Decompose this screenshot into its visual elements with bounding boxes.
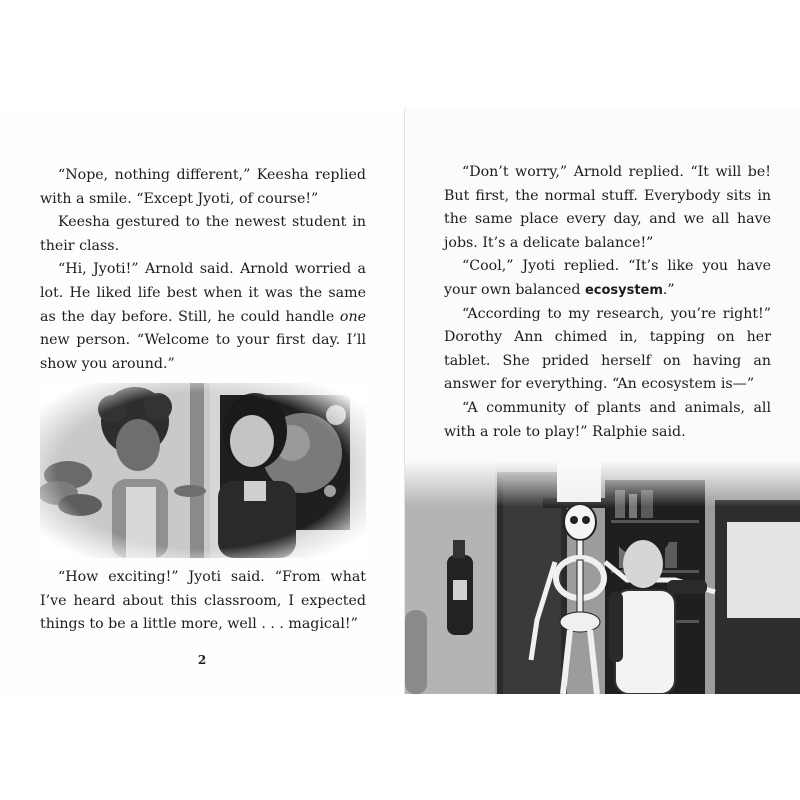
illustration-skeleton-ralphie [405, 460, 800, 694]
left-paragraph-2: Keesha gestured to the newest student in their class. [40, 214, 366, 254]
right-paragraph-2-end: .” [662, 281, 675, 298]
page-number: 2 [197, 653, 207, 667]
right-paragraph-1: “Don’t worry,” Arnold replied. “It will be! But first, the normal stuff. Everybody sits in the same place every day, and we all have jobs. It’s a delicate balance!” [444, 164, 771, 251]
keyword-ecosystem: ecosystem [584, 282, 663, 298]
left-page [0, 108, 404, 694]
left-paragraph-4: “How exciting!” Jyoti said. “From what I’ve heard about this classroom, I expected things to be a little more, well . . . magical!” [40, 569, 366, 633]
left-paragraph-1: “Nope, nothing different,” Keesha replied with a smile. “Except Jyoti, of course!” [40, 167, 366, 207]
left-paragraph-3 [40, 258, 366, 376]
book-spread [0, 108, 800, 694]
right-paragraph-2 [444, 255, 771, 302]
right-page-text [444, 161, 771, 444]
right-paragraph-2-start: “Cool,” Jyoti replied. “It’s like you have your own balanced [444, 258, 771, 298]
illustration-keesha-jyoti [40, 383, 366, 558]
right-page [405, 108, 800, 694]
left-page-text-top [40, 164, 366, 376]
left-paragraph-3-start: “Hi, Jyoti!” Arnold said. Arnold worried a lot. He liked life best when it was the same as the day before. Still, he could handle [40, 261, 366, 325]
left-paragraph-3-end: new person. “Welcome to your first day. I’ll show you around.” [40, 332, 366, 372]
left-page-text-bottom [40, 566, 366, 637]
left-paragraph-3-emphasis: one [339, 308, 366, 325]
right-paragraph-3: “According to my research, you’re right!” Dorothy Ann chimed in, tapping on her tablet. She prided herself on having an answer for everything. “An ecosystem is—” [444, 305, 771, 393]
right-paragraph-4: “A community of plants and animals, all with a role to play!” Ralphie said. [444, 399, 771, 440]
